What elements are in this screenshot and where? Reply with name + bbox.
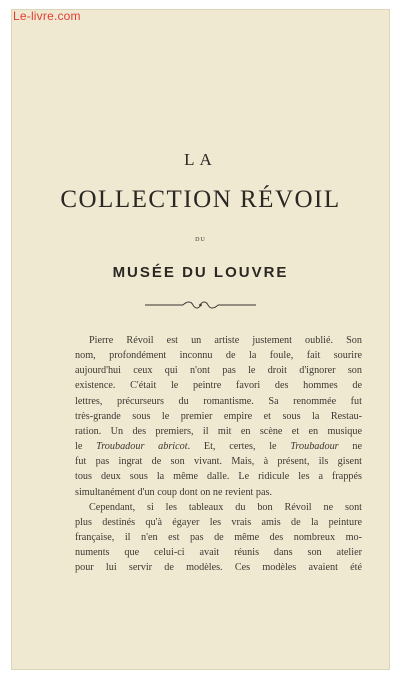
text-line: existence. C'était le peintre favori des hommes de (75, 380, 362, 392)
text-line: Cependant, si les tableaux du bon Révoil ne sont (89, 501, 362, 513)
text-line (75, 439, 362, 454)
text-fragment: . Et, certes, le (187, 441, 291, 453)
book-page (11, 9, 390, 670)
body-text (75, 333, 362, 576)
text-line: lettres, précurseurs du romantisme. Sa renommée fut (75, 395, 362, 407)
text-line: Pierre Révoil est un artiste justement oublié. Son (89, 335, 362, 346)
title-subtitle: MUSÉE DU LOUVRE (112, 264, 289, 281)
text-line: aujourd'hui ceux qui n'ont pas le droit d'ignorer son (75, 365, 362, 377)
text-line: plus destinés qu'à égayer les vrais amis de la peinture (75, 516, 362, 528)
text-line: pour lui servir de modèles. Ces modèles avaient été (75, 562, 362, 574)
italic-title: Troubadour abricot (96, 441, 188, 453)
text-line: simultanément d'un coup dont on ne revient pas. (75, 486, 273, 498)
text-fragment: ne (338, 441, 362, 453)
text-line: française, il n'en est pas de même des nombreux mo- (75, 532, 362, 544)
watermark: Le-livre.com (13, 9, 81, 23)
title-preposition: DU (195, 237, 206, 243)
text-line: numents que celui-ci avait réunis dans son atelier (75, 547, 362, 559)
text-line: très-grande sous le premier empire et sous la Restau- (75, 410, 362, 422)
text-line: tous deux sous la même dalle. Le ridicule les a frappés (75, 471, 362, 483)
title-article: LA (184, 150, 217, 169)
italic-title: Troubadour (290, 441, 339, 453)
text-fragment: le (75, 441, 97, 453)
text-line: nom, profondément inconnu de la foule, fait sourire (75, 350, 362, 362)
page-title: COLLECTION RÉVOIL (60, 186, 341, 213)
text-line: ration. Un des premiers, il mit en scène et en musique (75, 425, 362, 437)
ornament-divider-icon (145, 300, 256, 310)
text-line: fut pas ingrat de son vivant. Mais, à présent, ils gisent (75, 456, 362, 468)
